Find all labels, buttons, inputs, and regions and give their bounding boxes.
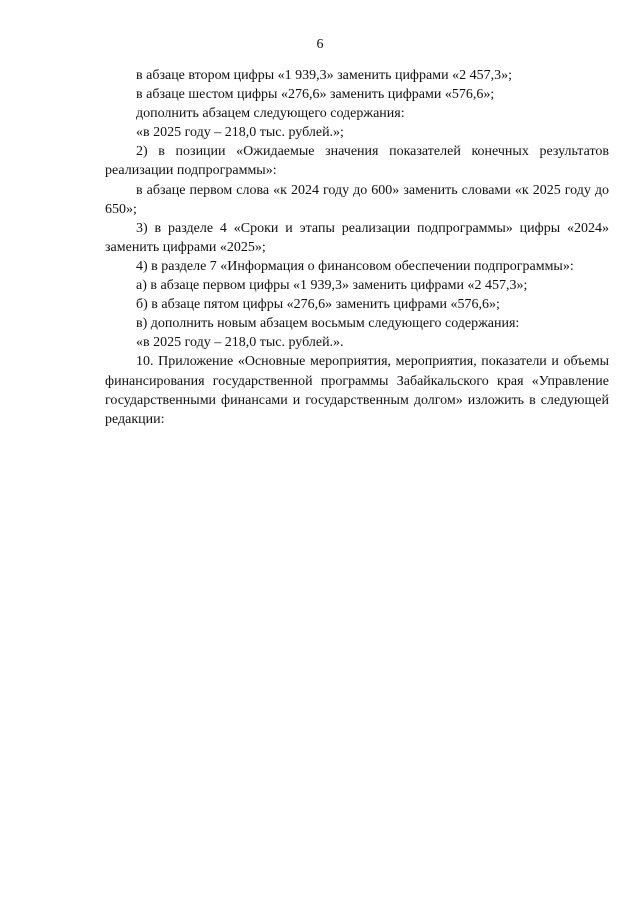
paragraph: 3) в разделе 4 «Сроки и этапы реализации подпрограммы» цифры «2024» заменить цифрами «2025»; [105, 220, 609, 255]
paragraph: в абзаце первом слова «к 2024 году до 600» заменить словами «к 2025 году до 650»; [105, 182, 609, 217]
paragraph: 10. Приложение «Основные мероприятия, мероприятия, показатели и объемы финансирования государственной программы Забайкальского края «Управление государственными финансами и государственным долгом» изложить в следующей редакции: [105, 354, 609, 427]
paragraph: дополнить абзацем следующего содержания: [136, 106, 405, 122]
paragraph: в) дополнить новым абзацем восьмым следующего содержания: [136, 316, 520, 332]
paragraph: «в 2025 году – 218,0 тыс. рублей.». [136, 335, 344, 351]
paragraph: б) в абзаце пятом цифры «276,6» заменить цифрами «576,6»; [136, 297, 500, 313]
paragraph: а) в абзаце первом цифры «1 939,3» заменить цифрами «2 457,3»; [136, 278, 528, 294]
document-body [105, 66, 609, 429]
paragraph: 2) в позиции «Ожидаемые значения показателей конечных результатов реализации подпрограммы»: [105, 144, 609, 179]
paragraph: «в 2025 году – 218,0 тыс. рублей.»; [136, 125, 344, 141]
page-number: 6 [316, 37, 324, 52]
paragraph: 4) в разделе 7 «Информация о финансовом обеспечении подпрограммы»: [136, 258, 574, 274]
paragraph: в абзаце шестом цифры «276,6» заменить цифрами «576,6»; [136, 87, 495, 103]
paragraph: в абзаце втором цифры «1 939,3» заменить цифрами «2 457,3»; [136, 68, 512, 83]
